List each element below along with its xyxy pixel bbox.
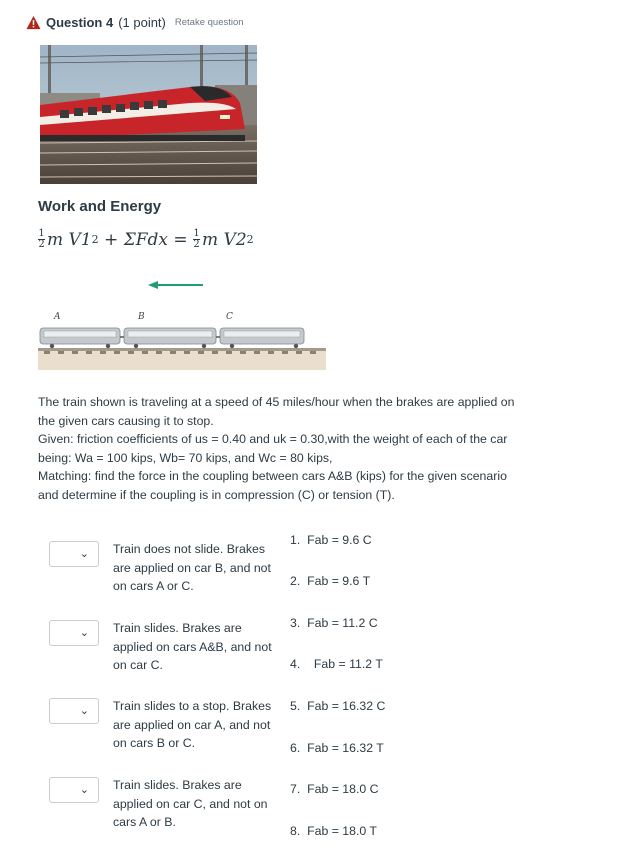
match-select-3[interactable] [49, 698, 99, 724]
problem-given: Given: friction coefficients of us = 0.40 and uk = 0.30,with the weight of each of the car being: Wa = 100 kips, Wb= 70 kips, and Wc = 80 kips, [38, 432, 508, 465]
chevron-down-icon: ⌄ [79, 548, 89, 560]
train-photo [40, 45, 257, 184]
match-select-4[interactable] [49, 777, 99, 803]
answer-option-4: 4. Fab = 11.2 T [290, 657, 383, 671]
section-heading: Work and Energy [38, 198, 162, 215]
match-select-2[interactable] [49, 620, 99, 646]
fraction-half: $\frac{1}{2}$ [193, 228, 200, 250]
car-label-c: C [226, 312, 233, 322]
retake-question-link[interactable]: Retake question [174, 17, 244, 28]
answer-option-3: 3. Fab = 11.2 C [290, 616, 378, 630]
chevron-down-icon: ⌄ [79, 784, 89, 796]
scenario-text-2: Train slides. Brakes are applied on cars A&B, and not on car C. [113, 621, 272, 673]
answer-option-7: 7. Fab = 18.0 C [290, 782, 379, 796]
answer-option-8: 8. Fab = 18.0 T [290, 824, 377, 838]
problem-statement [38, 393, 528, 505]
arrow-left-icon [148, 281, 203, 289]
warning-icon [26, 15, 41, 30]
match-select-1[interactable] [49, 541, 99, 567]
problem-paragraph: The train shown is traveling at a speed of 45 miles/hour when the brakes are applied on the given cars causing it to stop. [38, 395, 515, 428]
answer-option-6: 6. Fab = 16.32 T [290, 741, 384, 755]
answer-option-2: 2. Fab = 9.6 T [290, 574, 371, 588]
scenario-text-1: Train does not slide. Brakes are applied on car B, and not on cars A or C. [113, 542, 271, 594]
answer-option-5: 5. Fab = 16.32 C [290, 699, 386, 713]
question-header [26, 15, 244, 30]
answer-option-1: 1. Fab = 9.6 C [290, 533, 372, 547]
scenario-text-4: Train slides. Brakes are applied on car C, and not on cars A or B. [113, 778, 268, 830]
fraction-half: $\frac{1}{2}$ [38, 228, 45, 250]
question-title: Question 4 [46, 15, 114, 30]
work-energy-equation: $\frac{1}{2}$ m V1 2 + ΣFdx = $\frac{1}{2}$ m V2 2 [38, 228, 254, 250]
car-b [124, 328, 216, 348]
chevron-down-icon: ⌄ [79, 705, 89, 717]
scenario-text-3: Train slides to a stop. Brakes are applied on car A, and not on cars B or C. [113, 699, 272, 751]
car-label-a: A [54, 312, 61, 322]
chevron-down-icon: ⌄ [79, 627, 89, 639]
problem-matching: Matching: find the force in the coupling between cars A&B (kips) for the given scenario and determine if the coupling is in compression (C) or tension (T). [38, 469, 507, 502]
car-a [40, 328, 120, 348]
train-diagram [36, 275, 328, 375]
car-c [220, 328, 304, 348]
question-points: (1 point) [118, 15, 166, 30]
car-label-b: B [138, 312, 145, 322]
